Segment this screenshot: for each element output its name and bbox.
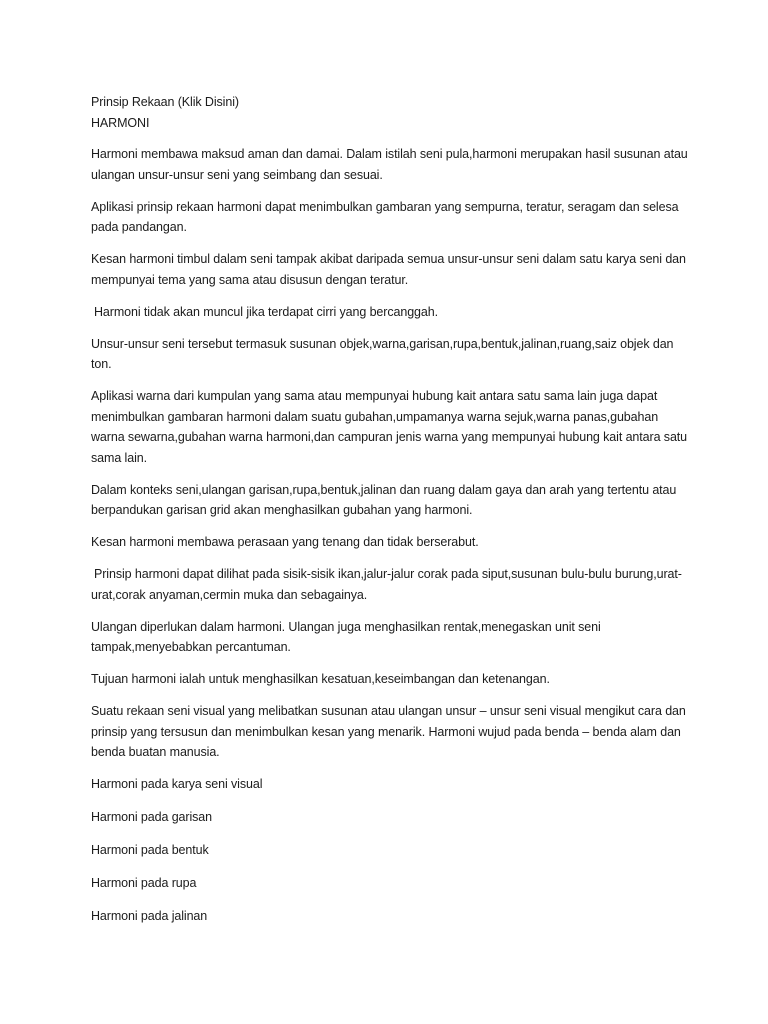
paragraph-effect: Kesan harmoni timbul dalam seni tampak akibat daripada semua unsur-unsur seni dalam satu karya seni dan mempunyai tema yang sama atau disusun dengan teratur.	[91, 252, 686, 287]
paragraph-application: Aplikasi prinsip rekaan harmoni dapat menimbulkan gambaran yang sempurna, teratur, seragam dan selesa pada pandangan.	[91, 199, 679, 234]
list-item: Harmoni pada garisan	[91, 810, 212, 824]
paragraph-examples: Prinsip harmoni dapat dilihat pada sisik-sisik ikan,jalur-jalur corak pada siput,susunan bulu-bulu burung,urat-urat,corak anyaman,cermin muka dan sebagainya.	[91, 567, 682, 602]
list-item: Harmoni pada jalinan	[91, 909, 208, 923]
paragraph-feeling: Kesan harmoni membawa perasaan yang tenang dan tidak berserabut.	[91, 535, 479, 549]
section-heading: HARMONI	[91, 115, 150, 130]
list-item: Harmoni pada bentuk	[91, 843, 209, 857]
list-item: Harmoni pada karya seni visual	[91, 777, 263, 791]
paragraph-color: Aplikasi warna dari kumpulan yang sama atau mempunyai hubung kait antara satu sama lain juga dapat menimbulkan gambaran harmoni dalam suatu gubahan,umpamanya warna sejuk,warna panas,gubahan warna sewarna,gubahan warna harmoni,dan campuran jenis warna yang mempunyai hubung kait antara satu sama lain.	[91, 389, 688, 465]
paragraph-purpose: Tujuan harmoni ialah untuk menghasilkan kesatuan,keseimbangan dan ketenangan.	[91, 672, 550, 686]
paragraph-context: Dalam konteks seni,ulangan garisan,rupa,bentuk,jalinan dan ruang dalam gaya dan arah yang tertentu atau berpandukan garisan grid akan menghasilkan gubahan yang harmoni.	[91, 482, 677, 517]
document-title[interactable]: Prinsip Rekaan (Klik Disini)	[91, 95, 239, 109]
paragraph-visual-design: Suatu rekaan seni visual yang melibatkan susunan atau ulangan unsur – unsur seni visual mengikut cara dan prinsip yang tersusun dan menimbulkan kesan yang menarik. Harmoni wujud pada benda – benda alam dan benda buatan manusia.	[91, 704, 686, 759]
paragraph-repetition: Ulangan diperlukan dalam harmoni. Ulangan juga menghasilkan rentak,menegaskan unit seni tampak,menyebabkan percantuman.	[91, 619, 601, 654]
document-body	[91, 92, 691, 939]
paragraph-elements: Unsur-unsur seni tersebut termasuk susunan objek,warna,garisan,rupa,bentuk,jalinan,ruang,saiz objek dan ton.	[91, 336, 674, 371]
paragraph-definition: Harmoni membawa maksud aman dan damai. Dalam istilah seni pula,harmoni merupakan hasil susunan atau ulangan unsur-unsur seni yang seimbang dan sesuai.	[91, 147, 688, 182]
list-item: Harmoni pada rupa	[91, 876, 197, 890]
paragraph-conflict: Harmoni tidak akan muncul jika terdapat cirri yang bercanggah.	[94, 304, 438, 319]
